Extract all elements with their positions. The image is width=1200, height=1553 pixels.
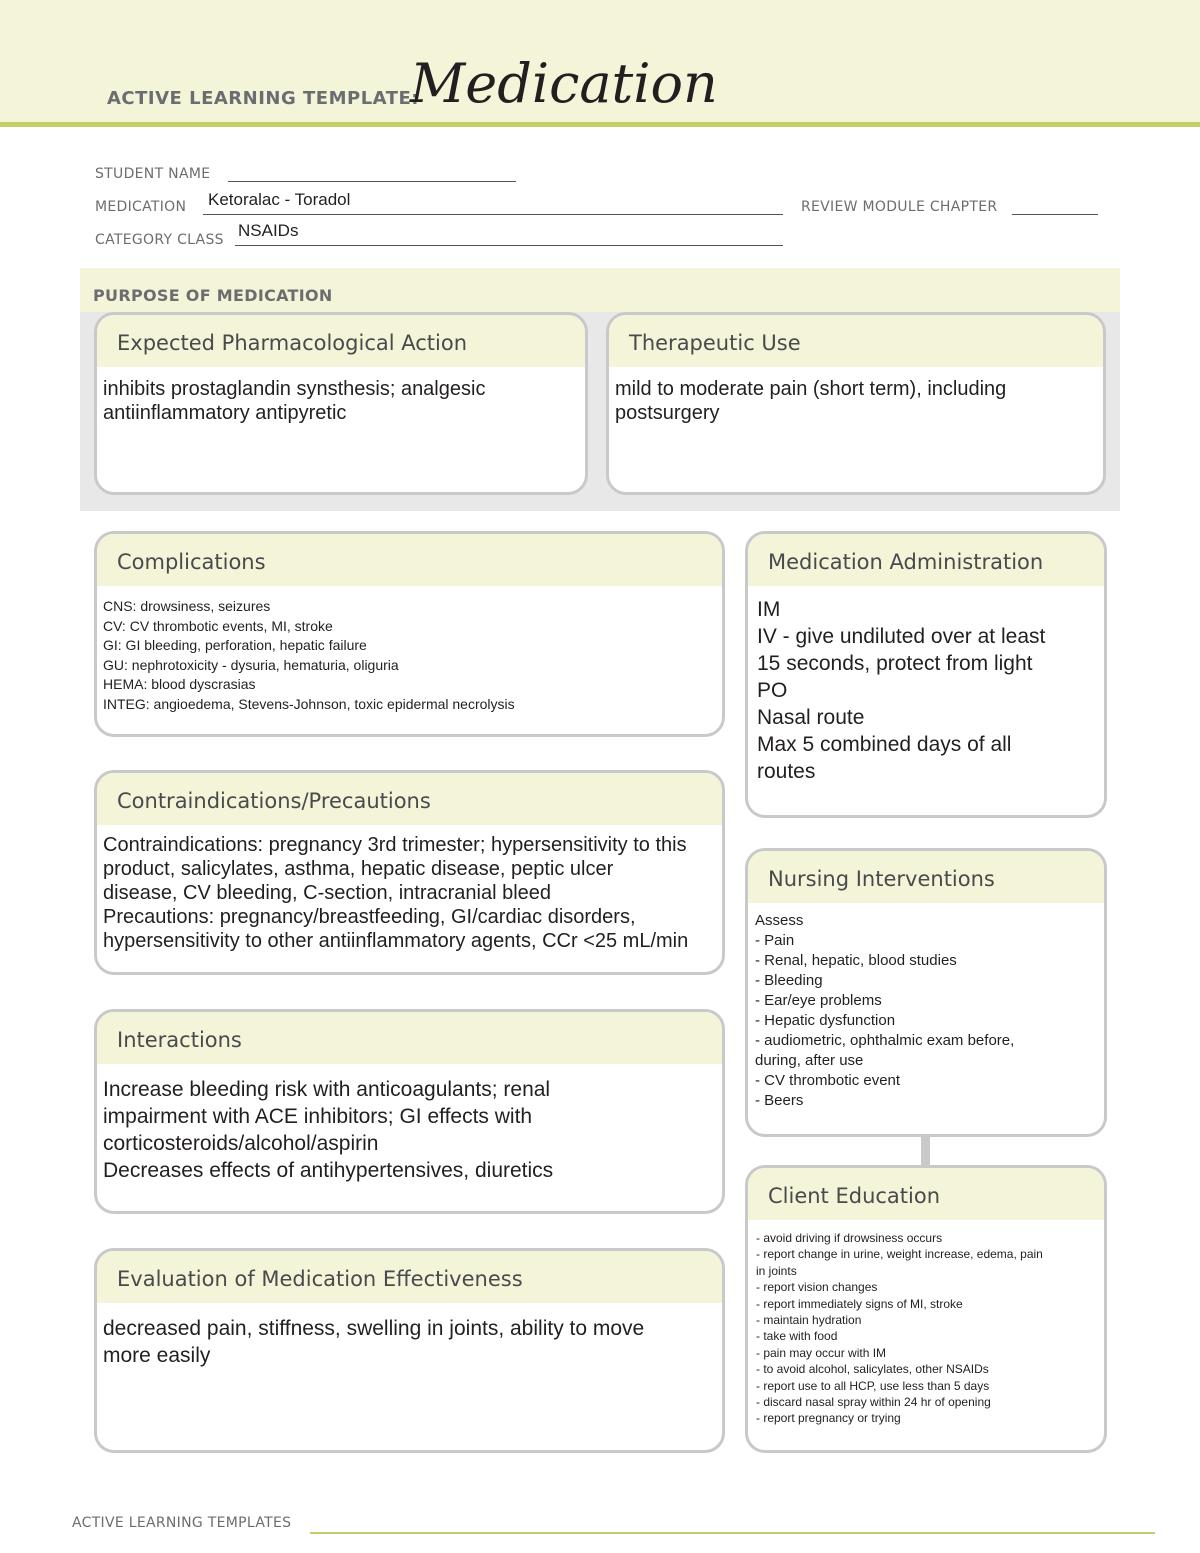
header-rule — [0, 122, 1200, 127]
student-name-line[interactable] — [228, 180, 516, 182]
evaluation-title: Evaluation of Medication Effectiveness — [97, 1251, 722, 1303]
footer-rule — [310, 1532, 1155, 1534]
evaluation-body[interactable]: decreased pain, stiffness, swelling in joints, ability to move more easily — [103, 1317, 645, 1367]
expected-action-body[interactable]: inhibits prostaglandin synsthesis; analgesic antiinflammatory antipyretic — [103, 378, 486, 424]
purpose-label: PURPOSE OF MEDICATION — [93, 286, 333, 305]
review-module-line[interactable] — [1012, 213, 1098, 215]
medication-administration-card — [745, 531, 1107, 818]
interactions-card — [94, 1009, 725, 1214]
category-class-line[interactable] — [235, 244, 783, 246]
interactions-body[interactable]: Increase bleeding risk with anticoagulants; renal impairment with ACE inhibitors; GI effects with corticosteroids/alcohol/aspirin Decreases effects of antihypertensives, diuretics — [103, 1078, 554, 1182]
client-education-body[interactable]: - avoid driving if drowsiness occurs - report change in urine, weight increase, edema, pain in joints - report vision changes - report immediately signs of MI, stroke - maintain hydration - take with food - pain may occur with IM - to avoid alcohol, salicylates, other NSAIDs - report use to all HCP, use less than 5 days - discard nasal spray within 24 hr of opening - report pregnancy or trying — [756, 1231, 1043, 1426]
client-education-title: Client Education — [748, 1168, 1104, 1220]
medication-line[interactable] — [203, 213, 783, 215]
medication-administration-body[interactable]: IM IV - give undiluted over at least 15 seconds, protect from light PO Nasal route Max 5 combined days of all routes — [757, 598, 1046, 783]
contraindications-card — [94, 770, 725, 975]
nursing-interventions-card — [745, 848, 1107, 1137]
contraindications-title: Contraindications/Precautions — [97, 773, 722, 825]
expected-action-card — [94, 312, 588, 495]
footer-label: ACTIVE LEARNING TEMPLATES — [72, 1515, 292, 1531]
template-title: Medication — [410, 52, 718, 115]
complications-card — [94, 531, 725, 737]
client-education-card — [745, 1165, 1107, 1453]
interactions-title: Interactions — [97, 1012, 722, 1064]
review-module-label: REVIEW MODULE CHAPTER — [801, 199, 998, 215]
expected-action-title: Expected Pharmacological Action — [97, 315, 585, 367]
therapeutic-use-body[interactable]: mild to moderate pain (short term), including postsurgery — [615, 378, 1007, 424]
category-class-label: CATEGORY CLASS — [95, 232, 224, 248]
therapeutic-use-title: Therapeutic Use — [609, 315, 1103, 367]
evaluation-card — [94, 1248, 725, 1453]
template-label: ACTIVE LEARNING TEMPLATE: — [107, 88, 419, 109]
student-name-label: STUDENT NAME — [95, 166, 211, 182]
medication-administration-title: Medication Administration — [748, 534, 1104, 586]
card-connector — [921, 1135, 930, 1167]
complications-title: Complications — [97, 534, 722, 586]
contraindications-body[interactable]: Contraindications: pregnancy 3rd trimester; hypersensitivity to this product, salicylates, asthma, hepatic disease, peptic ulcer disease, CV bleeding, C-section, intracranial bleed Precautions: pregnancy/breastfeeding, GI/cardiac disorders, hypersensitivity to other antiinflammatory agents, CCr <25 mL/min — [103, 834, 689, 952]
medication-label: MEDICATION — [95, 199, 187, 215]
category-class-value[interactable]: NSAIDs — [238, 221, 299, 240]
nursing-interventions-title: Nursing Interventions — [748, 851, 1104, 903]
nursing-interventions-body[interactable]: Assess - Pain - Renal, hepatic, blood studies - Bleeding - Ear/eye problems - Hepatic dysfunction - audiometric, ophthalmic exam before, during, after use - CV thrombotic event - Beers — [755, 912, 1015, 1109]
complications-body[interactable]: CNS: drowsiness, seizures CV: CV thrombotic events, MI, stroke GI: GI bleeding, perforation, hepatic failure GU: nephrotoxicity - dysuria, hematuria, oliguria HEMA: blood dyscrasias INTEG: angioedema, Stevens-Johnson, toxic epidermal necrolysis — [103, 598, 515, 712]
medication-value[interactable]: Ketoralac - Toradol — [208, 190, 351, 209]
therapeutic-use-card — [606, 312, 1106, 495]
